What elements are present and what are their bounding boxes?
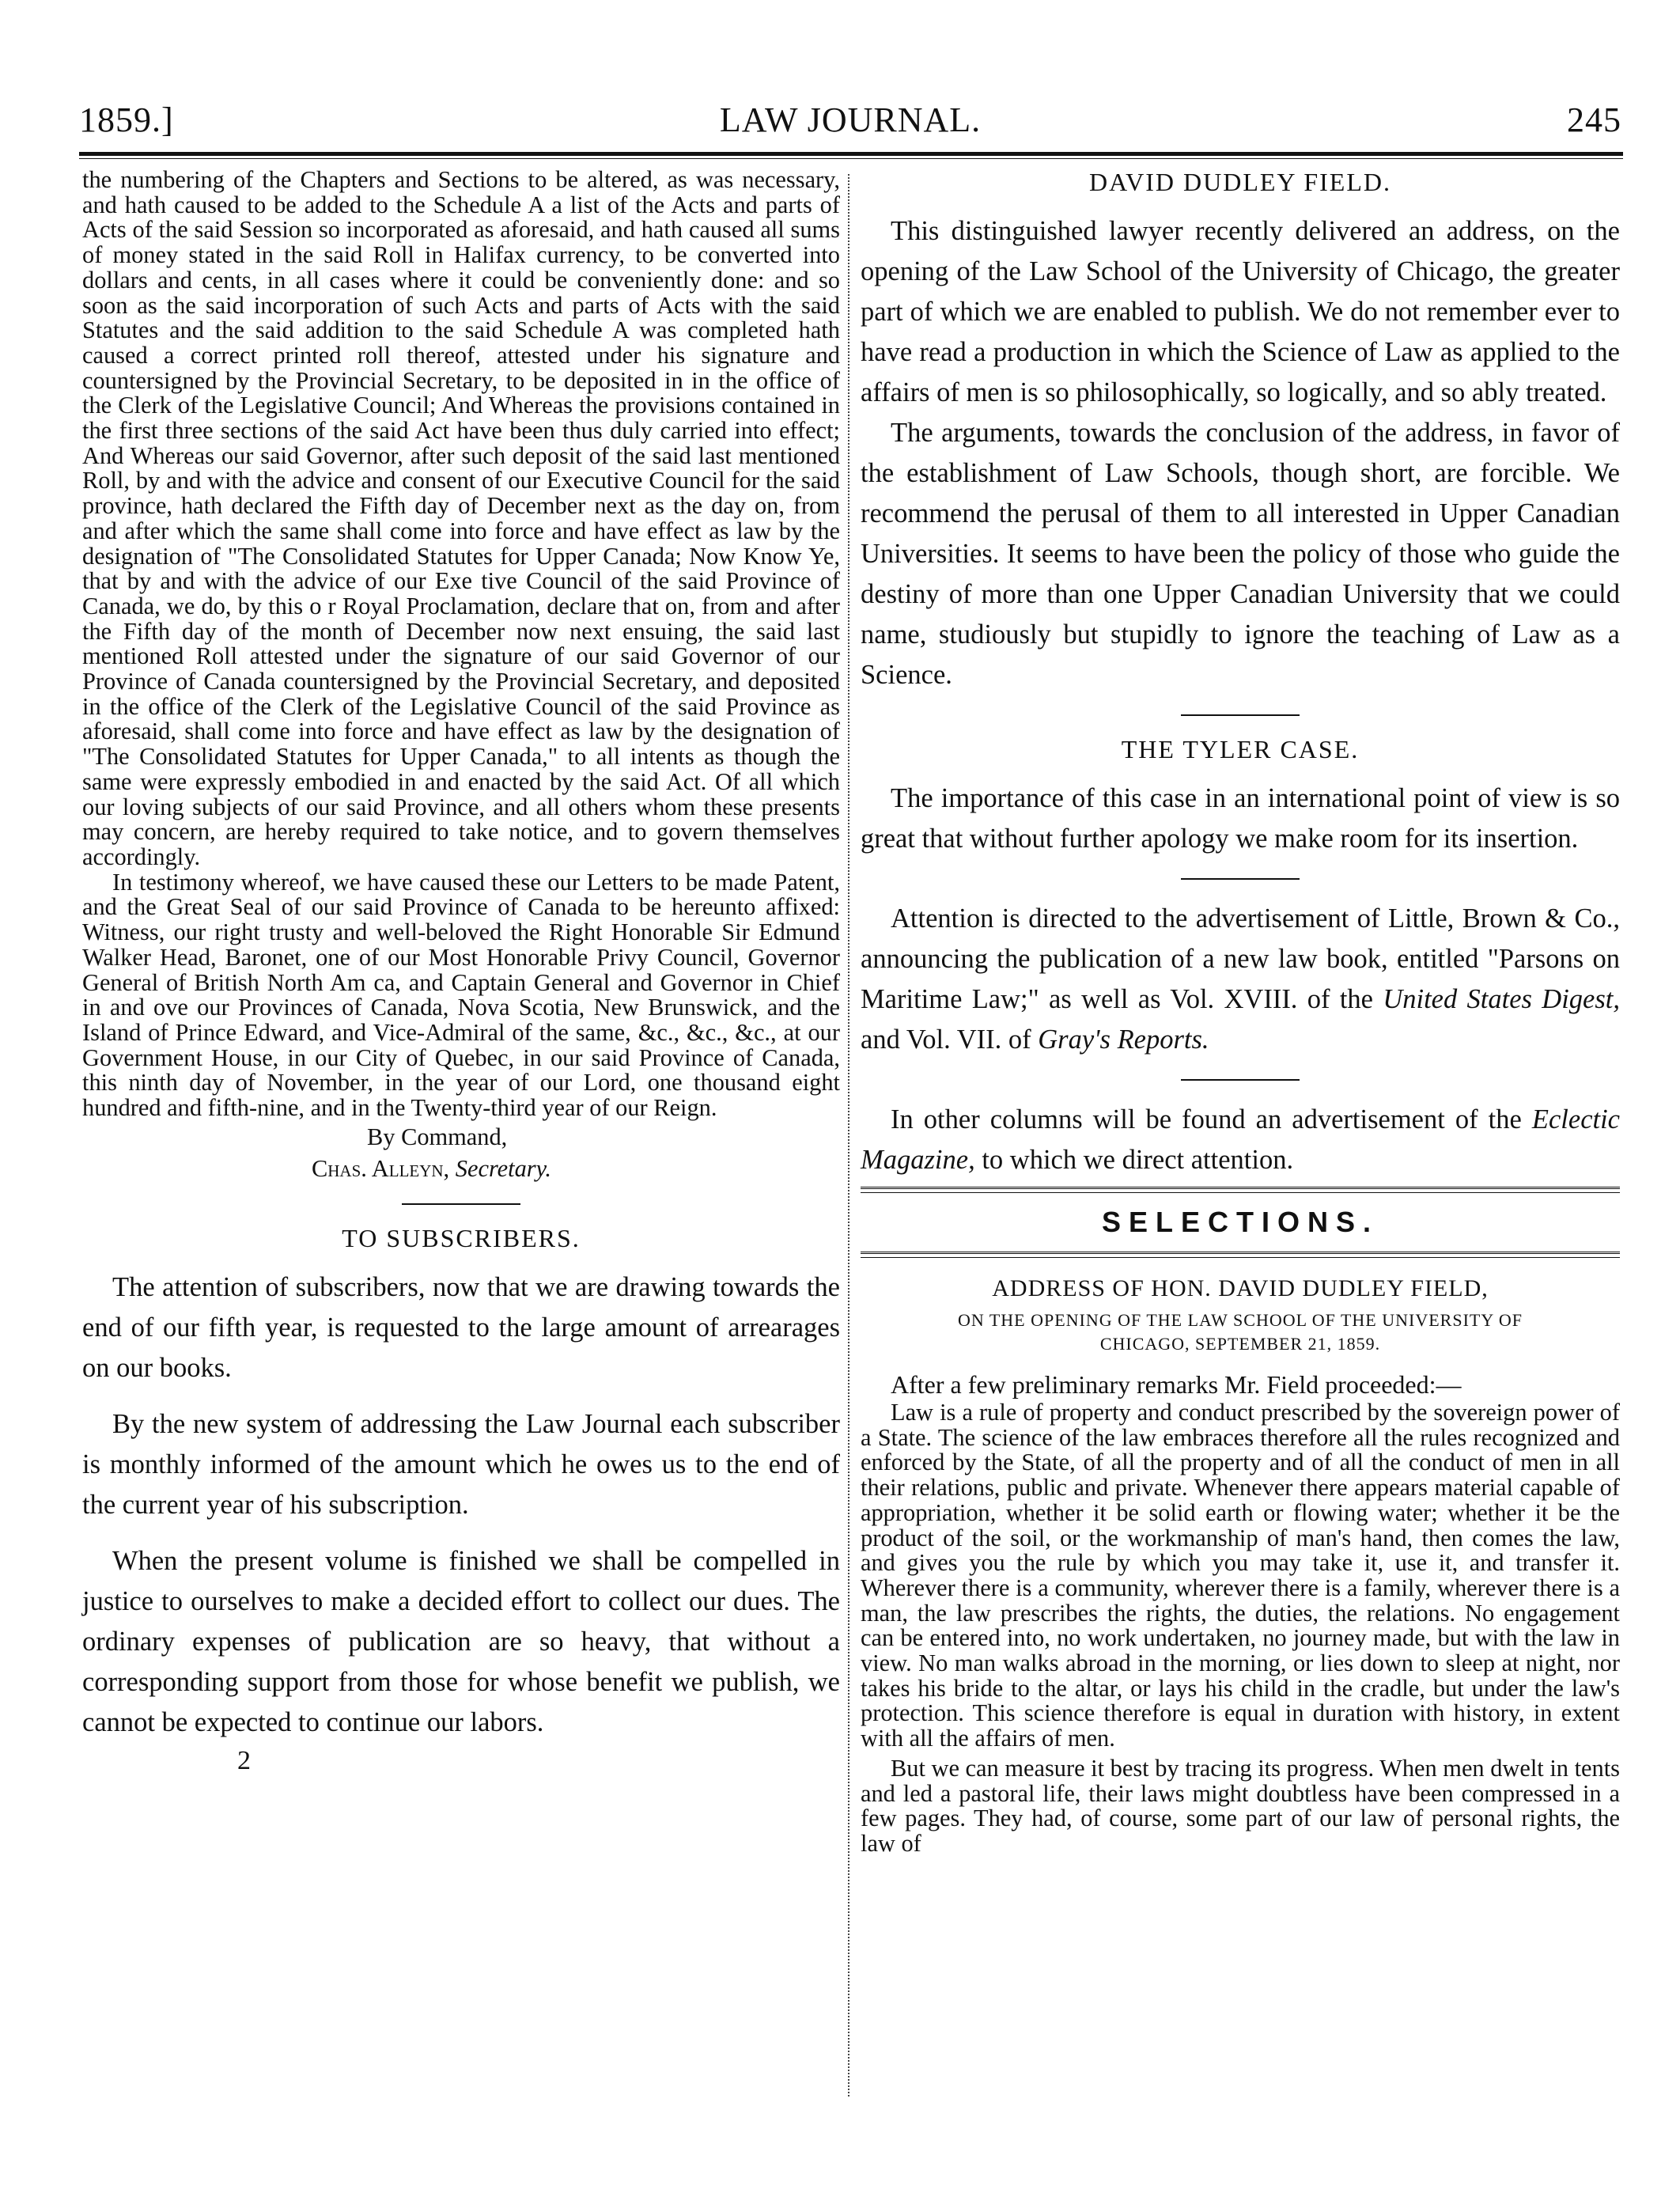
eclectic-text-end: to which we direct attention. xyxy=(974,1145,1294,1175)
address-subtitle-line-1: ON THE OPENING OF THE LAW SCHOOL OF THE UNIVERSITY OF xyxy=(957,1310,1523,1330)
testimony-paragraph: In testimony whereof, we have caused these our Letters to be made Patent, and the Great Seal of our said Province of Canada to be hereunto affixed: Witness, our right trusty and well-beloved the Right Honorable Sir Edmund Walker Head, Baronet, one of our Most Honorable Privy Council, Governor General of British North Am ca, and Captain General and Governor in Chief in and ove our Provinces of Canada, Nova Scotia, New Brunswick, and the Island of Prince Edward, and Vice-Admiral of the same, &c., &c., &c., at our Government House, in our City of Quebec, in our said Province of Canada, this ninth day of November, in the year of our Lord, one thousand eight hundred and fifth-nine, and in the Twenty-third year of our Reign. xyxy=(82,868,840,1122)
address-paragraph-1: Law is a rule of property and conduct prescribed by the sovereign power of a State. The science of the law embraces therefore all the rules recognized and enforced by the State, of all the property and of all the conduct of men in all their relations, public and private. Whenever there appears material capable of appropriation, whether it be solid earth or flowing water; whether it be the product of the soil, or the workmanship of man's hand, then comes the law, and gives you the rule by which you may take it, use it, and transfer it. Wherever there is a community, wherever there is a family, wherever there is a man, the law prescribes the rights, the duties, the relations. No engagement can be entered into, no work undertaken, no journey made, but with the law in view. No man walks abroad in the morning, or lies down to sleep at night, nor takes his bride to the altar, or lays his child in the cradle, but under the law's protection. This science therefore is equal in duration with history, in extent with all the affairs of men. xyxy=(861,1399,1620,1752)
column-divider xyxy=(848,174,849,2096)
subscribers-paragraph-2: By the new system of addressing the Law Journal each subscriber is monthly informed of the amount which he owes us to the end of the current year of his subscription. xyxy=(82,1408,840,1520)
address-subtitle xyxy=(861,1309,1620,1356)
eclectic-paragraph xyxy=(861,1100,1620,1180)
address-title: ADDRESS OF HON. DAVID DUDLEY FIELD, xyxy=(992,1275,1489,1301)
field-paragraph-1: This distinguished lawyer recently delivered an address, on the opening of the Law School of the University of Chicago, the greater part of which we are enabled to publish. We do not remember ever to have read a production in which the Science of Law as applied to the affairs of men is so philosophically, so logically, and so ably treated. xyxy=(861,216,1620,407)
section-rule xyxy=(1181,878,1300,880)
section-rule xyxy=(1181,1079,1300,1081)
by-command: By Command, xyxy=(367,1123,508,1150)
address-paragraph-2: But we can measure it best by tracing its progress. When men dwelt in tents and led a pastoral life, their laws might doubtless have been compressed in a few pages. They had, of course, some part of our law of personal rights, the law of xyxy=(861,1754,1620,1857)
section-rule xyxy=(402,1203,520,1205)
subscribers-paragraph-1: The attention of subscribers, now that we are drawing towards the end of our fifth year, is requested to the large amount of arrearages on our books. xyxy=(82,1271,840,1383)
advert-text-start: Attention is directed to the advertisement of Little, Brown & Co., announcing the publication of a new law book, entitled "Parsons on Maritime Law;" as well as Vol. XVIII. of the xyxy=(861,903,1620,1014)
proclamation-paragraph: the numbering of the Chapters and Sections to be altered, as was necessary, and hath caused to be added to the Schedule A a list of the Acts and parts of Acts of the said Session so incorporated as aforesaid, and hath caused all sums of money stated in the said Roll in Halifax currency, to be converted into dollars and cents, in all cases where it could be conveniently done: and so soon as the said incorporation of such Acts and parts of Acts with the said Statutes and the said addition to the said Schedule A was completed hath caused a correct printed roll thereof, attested under his signature and countersigned by the Provincial Secretary, to be deposited in in the office of the Clerk of the Legislative Council; And Whereas the provisions contained in the first three sections of the said Act have been thus duly carried into effect; And Whereas our said Governor, after such deposit of the said last mentioned Roll, by and with the advice and consent of our Executive Council for the said province, hath declared the Fifth day of December next as the day on, from and after which the same shall come into force and have effect as law by the designation of "The Consolidated Statutes for Upper Canada; Now Know Ye, that by and with the advice of our Exe tive Council of the said Province of Canada, we do, by this o r Royal Proclamation, declare that on, from and after the Fifth day of the month of December now next ensuing, the said last mentioned Roll attested under the signature of our said Governor of our Province of Canada countersigned by the Provincial Secretary, and deposited in the office of the Clerk of the Legislative Council of the said Province as aforesaid, shall come into force and have effect as law by the designation of "The Consolidated Statutes for Upper Canada," to all intents as though the same were expressly embodied in and enacted by the said Act. Of all which our loving subjects of our said Province, and all others whom these presents may concern, are hereby required to take notice, and to govern themselves accordingly. xyxy=(82,166,840,870)
page-number: 245 xyxy=(1567,100,1621,139)
tyler-paragraph: The importance of this case in an international point of view is so great that without further apology we make room for its insertion. xyxy=(861,783,1620,854)
signature-mark: 2 xyxy=(237,1745,251,1775)
selections-rule xyxy=(861,1187,1620,1193)
header-year: 1859.] xyxy=(79,100,174,139)
left-column xyxy=(82,168,840,2180)
advert-text-mid: and Vol. VII. of xyxy=(861,1025,1039,1055)
advert-italic-digest: United States Digest, xyxy=(1383,984,1620,1014)
subscribers-heading: TO SUBSCRIBERS. xyxy=(342,1223,581,1252)
page-header xyxy=(79,100,1621,155)
subscribers-paragraph-3: When the present volume is finished we shall be compelled in justice to ourselves to make a decided effort to collect our dues. The ordinary expenses of publication are so heavy, that without a corresponding support from those for whose benefit we publish, we cannot be expected to continue our labors. xyxy=(82,1545,840,1737)
signature xyxy=(312,1153,840,1184)
field-paragraph-2: The arguments, towards the conclusion of the address, in favor of the establishment of Law Schools, though short, are forcible. We recommend the perusal of them to all interested in Upper Canadian Universities. It seems to have been the policy of those who guide the destiny of more than one Upper Canadian University that we could name, studiously but stupidly to ignore the teaching of Law as a Science. xyxy=(861,418,1620,690)
eclectic-italic: Eclectic Magazine, xyxy=(861,1104,1620,1175)
selections-rule-bottom xyxy=(861,1252,1620,1258)
signature-name: Chas. Alleyn, xyxy=(312,1154,450,1182)
advert-italic-reports: Gray's Reports. xyxy=(1038,1025,1209,1055)
signature-title: Secretary. xyxy=(455,1154,552,1182)
header-rule xyxy=(79,152,1623,156)
address-subtitle-line-2: CHICAGO, SEPTEMBER 21, 1859. xyxy=(1099,1334,1381,1354)
eclectic-text-start: In other columns will be found an advertisement of the xyxy=(891,1104,1532,1134)
selections-heading: SELECTIONS. xyxy=(1101,1206,1379,1238)
tyler-heading: THE TYLER CASE. xyxy=(1121,735,1360,763)
section-rule xyxy=(1181,714,1300,716)
field-heading: DAVID DUDLEY FIELD. xyxy=(1089,168,1391,196)
address-intro: After a few preliminary remarks Mr. Field proceeded:— xyxy=(891,1370,1462,1399)
journal-title: LAW JOURNAL. xyxy=(719,100,982,139)
right-column xyxy=(861,168,1620,2180)
header-rule-thin xyxy=(79,158,1623,159)
advertisement-paragraph xyxy=(861,899,1620,1060)
